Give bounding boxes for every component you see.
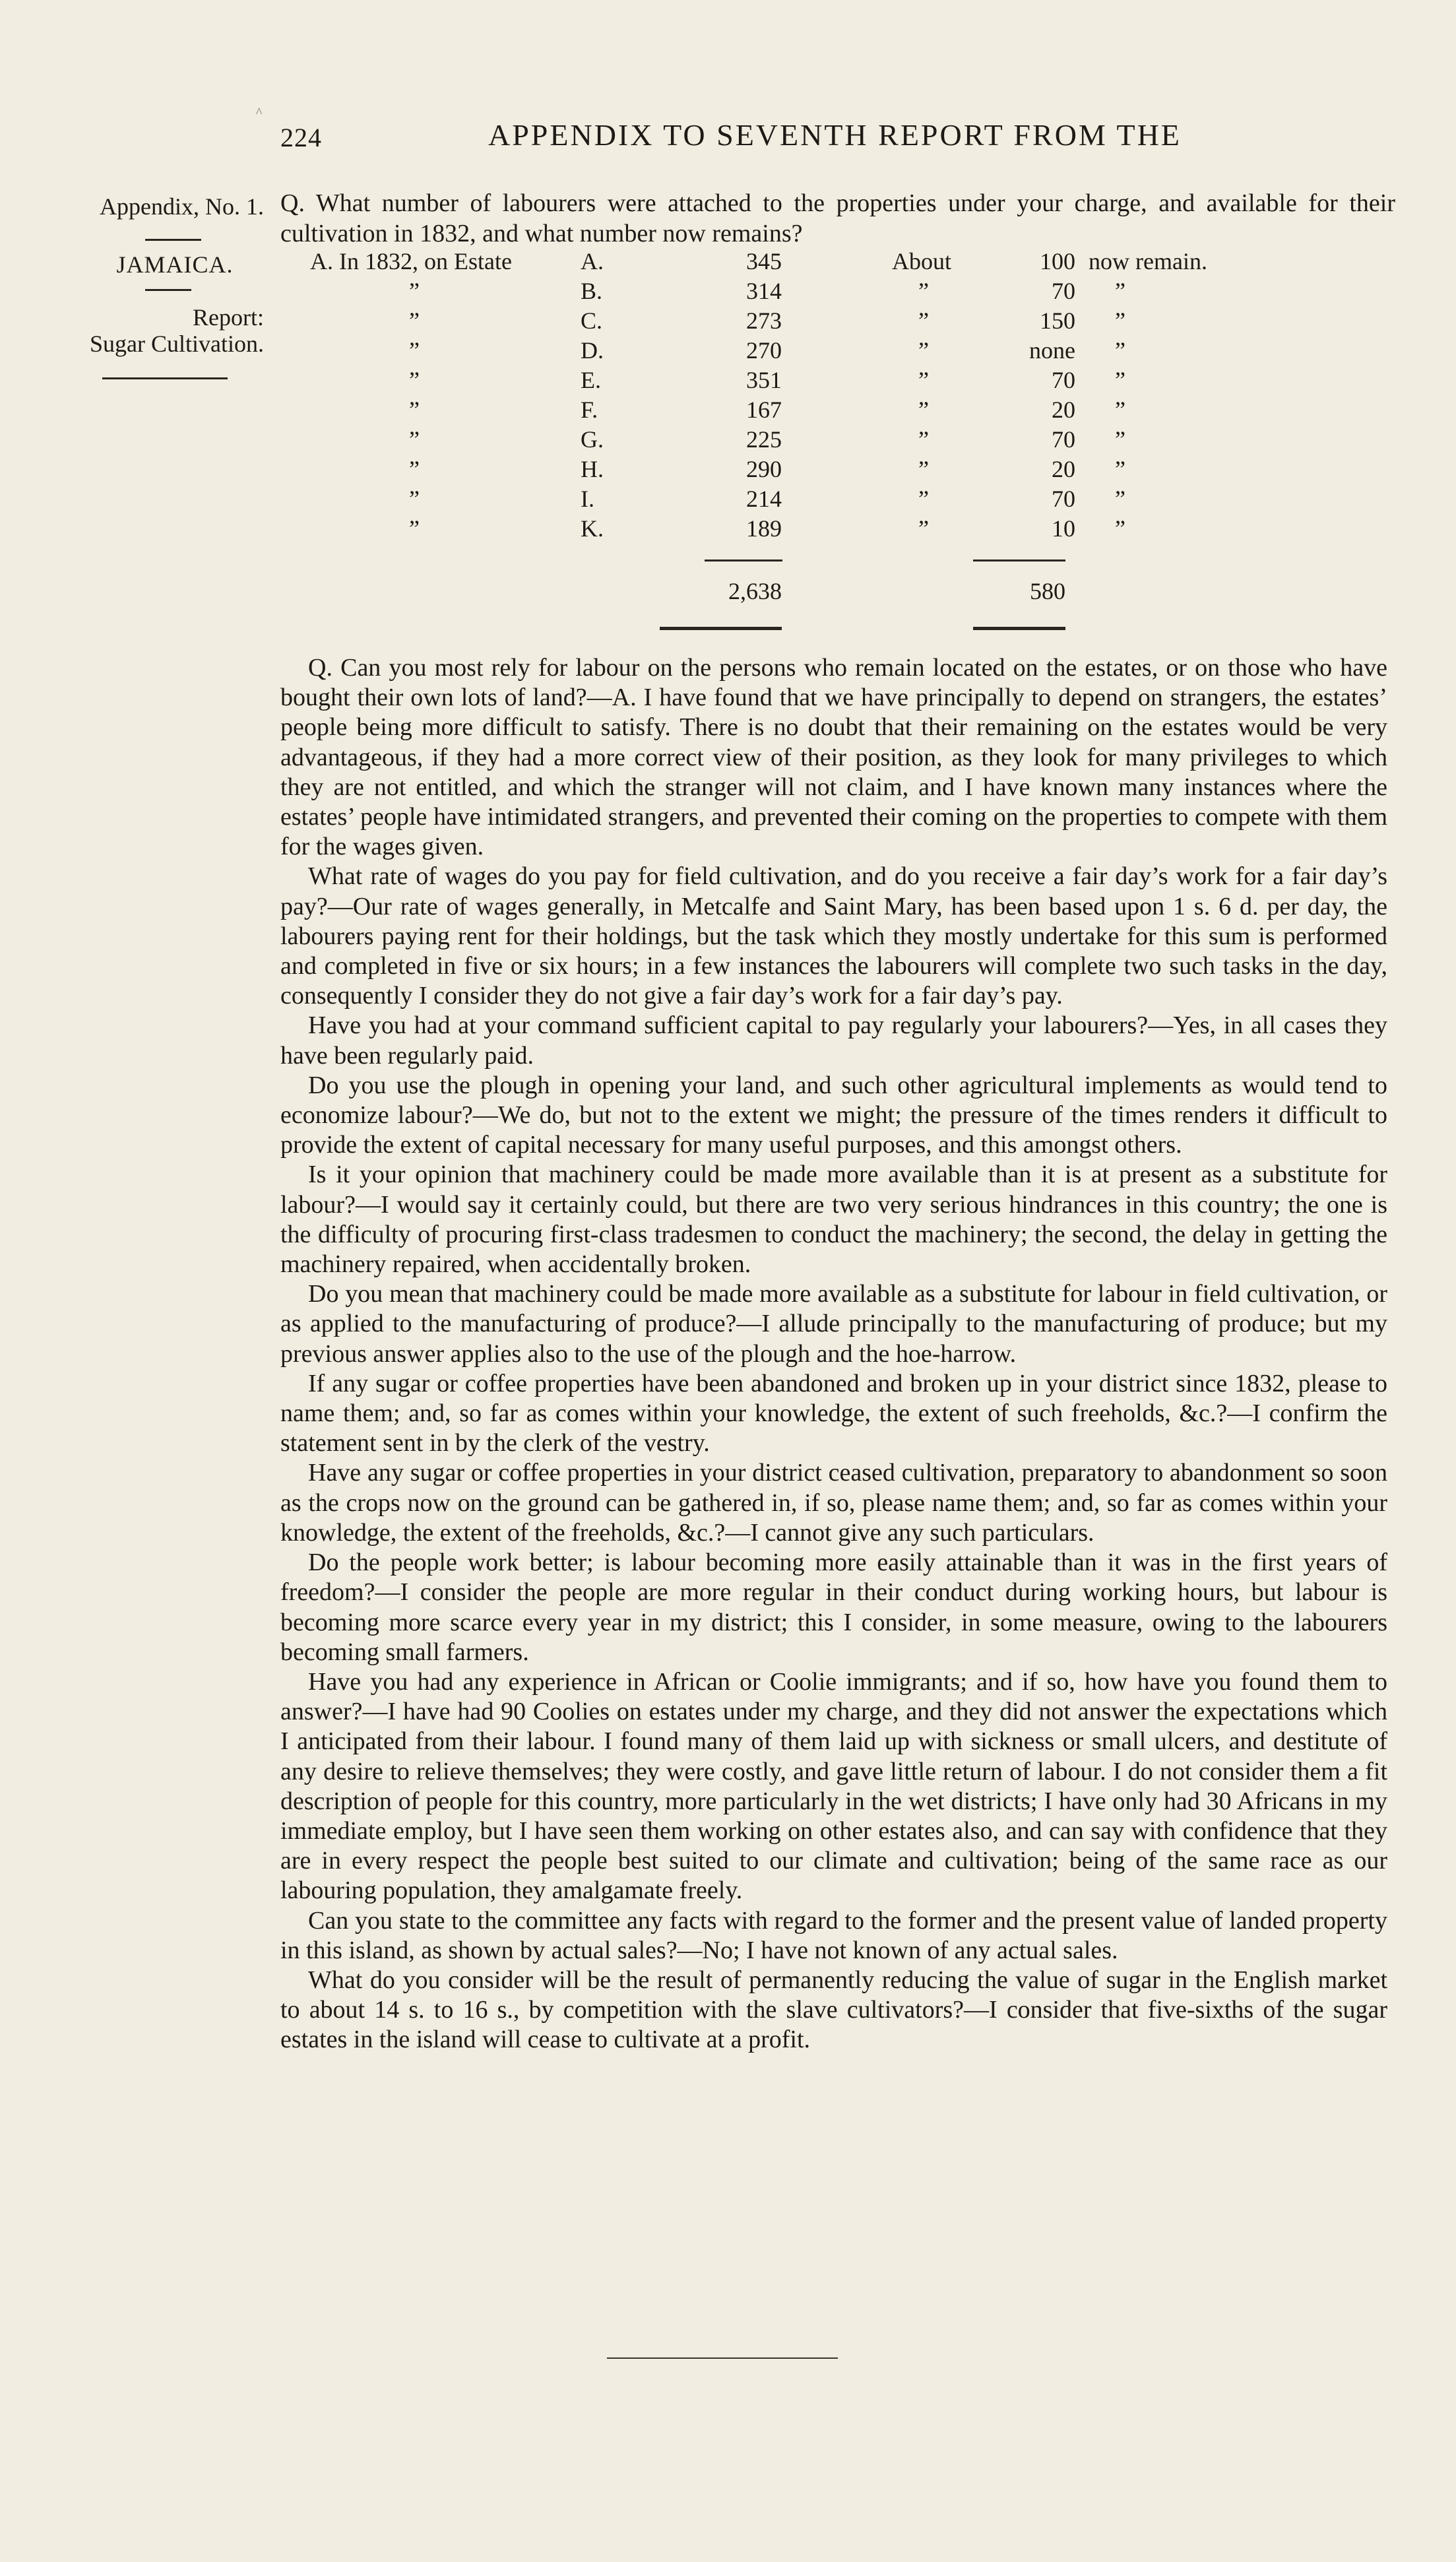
row-estate: E. <box>581 367 601 393</box>
row-lead: ” <box>409 278 420 304</box>
row-now: now remain. <box>1089 248 1207 274</box>
row-about: ” <box>918 307 929 334</box>
row-now: ” <box>1115 456 1125 482</box>
margin-colony: JAMAICA. <box>116 251 234 278</box>
row-labourers: 314 <box>746 278 782 304</box>
row-lead: ” <box>409 456 420 482</box>
row-estate: F. <box>581 397 598 423</box>
row-now: ” <box>1115 337 1125 364</box>
row-labourers: 273 <box>746 307 782 334</box>
row-labourers: 214 <box>746 486 782 512</box>
row-now: ” <box>1115 278 1125 304</box>
paragraph: Can you state to the committee any facts with regard to the former and the present value of landed property in this island, as shown by actual sales?—No; I have not known of any actual sales. <box>280 1906 1387 1964</box>
row-lead: ” <box>409 397 420 423</box>
row-estate: K. <box>581 515 604 542</box>
row-lead: ” <box>409 515 420 542</box>
table-row <box>0 366 1456 398</box>
paragraph: Do you use the plough in opening your land, and such other agricultural implements as would tend to economize labour?—We do, but not to the extent we might; the pressure of the times renders it difficult to provide the extent of capital necessary for many useful purposes, and this amongst others. <box>280 1071 1387 1159</box>
running-title: APPENDIX TO SEVENTH REPORT FROM THE <box>488 118 1182 152</box>
row-remaining: 70 <box>1052 278 1075 304</box>
row-lead: ” <box>409 337 420 364</box>
row-lead: A. In 1832, on Estate <box>310 248 512 274</box>
table-row <box>0 396 1456 428</box>
row-labourers: 351 <box>746 367 782 393</box>
row-about: ” <box>918 397 929 423</box>
total-labourers: 2,638 <box>728 578 782 604</box>
paragraph: If any sugar or coffee properties have been abandoned and broken up in your district since 1832, please to name them; and, so far as comes within your knowledge, the extent of such freeholds, &c.?—I confirm the statement sent in by the clerk of the vestry. <box>280 1369 1387 1457</box>
row-lead: ” <box>409 426 420 453</box>
page-number: 224 <box>280 123 322 152</box>
table-row <box>0 485 1456 517</box>
row-estate: A. <box>581 248 604 274</box>
margin-appendix: Appendix, No. 1. <box>100 193 264 220</box>
total-rule-labourers <box>660 627 782 630</box>
margin-subject: Sugar Cultivation. <box>90 331 264 357</box>
paragraph: Have you had at your command sufficient capital to pay regularly your labourers?—Yes, in all cases they have been regularly paid. <box>280 1011 1387 1070</box>
paragraph: Is it your opinion that machinery could be made more available than it is at present as a substitute for labour?—I would say it certainly could, but there are two very serious hindrances in this country; the one is the difficulty of procuring first-class tradesmen to conduct the machinery; the second, the delay in getting the machinery repaired, when accidentally broken. <box>280 1161 1387 1279</box>
row-now: ” <box>1115 426 1125 453</box>
total-rule-remaining <box>973 627 1065 630</box>
row-remaining: 70 <box>1052 367 1075 393</box>
row-labourers: 270 <box>746 337 782 364</box>
table-row <box>0 247 1456 279</box>
paragraph: Have you had any experience in African or Coolie immigrants; and if so, how have you found them to answer?—I have had 90 Coolies on estates under my charge, and they did not answer the expectations which I anticipated from their labour. I found many of them laid up with sickness or small ulcers, and destitute of any desire to relieve themselves; they were costly, and gave little return of labour. I do not consider them a fit description of people for this country, more particularly in the wet districts; I have only had 30 Africans in my immediate employ, but I have seen them working on other estates also, and can say with confidence that they are in every respect the people best suited to our climate and cultivation; being of the same race as our labouring population, they amalgamate freely. <box>280 1667 1387 1905</box>
row-estate: I. <box>581 486 594 512</box>
table-row <box>0 426 1456 457</box>
row-estate: D. <box>581 337 604 364</box>
paragraph: Do the people work better; is labour becoming more easily attainable than it was in the first years of freedom?—I consider the people are more regular in their conduct during working hours, but labour is becoming more scarce every year in my district; this I consider, in some measure, owing to the labourers becoming small farmers. <box>280 1549 1387 1666</box>
row-labourers: 225 <box>746 426 782 453</box>
paragraph: What rate of wages do you pay for field cultivation, and do you receive a fair day’s work for a fair day’s pay?—Our rate of wages generally, in Metcalfe and Saint Mary, has been based upon 1 s. 6 d. per day, the labourers paying rent for their holdings, but the task which they mostly undertake for this sum is performed and completed in five or six hours; in a few instances the labourers will complete two such tasks in the day, consequently I consider they do not give a fair day’s work for a fair day’s pay. <box>280 862 1387 1010</box>
row-lead: ” <box>409 307 420 334</box>
table-row <box>0 336 1456 368</box>
evidence-body <box>280 653 1387 2055</box>
row-estate: B. <box>581 278 603 304</box>
table-row <box>0 515 1456 546</box>
paragraph: Do you mean that machinery could be made more available as a substitute for labour in field cultivation, or as applied to the manufacturing of produce?—I allude principally to the manufacturing of produce; but my previous answer applies also to the use of the plough and the hoe-harrow. <box>280 1280 1387 1368</box>
row-lead: ” <box>409 486 420 512</box>
paragraph: What do you consider will be the result of permanently reducing the value of sugar in the English market to about 14 s. to 16 s., by competition with the slave cultivators?—I consider that five-sixths of the sugar estates in the island will cease to cultivate at a profit. <box>280 1966 1387 2054</box>
row-remaining: 70 <box>1052 486 1075 512</box>
row-labourers: 167 <box>746 397 782 423</box>
row-labourers: 290 <box>746 456 782 482</box>
end-rule <box>607 2357 838 2359</box>
row-now: ” <box>1115 486 1125 512</box>
row-now: ” <box>1115 307 1125 334</box>
margin-report: Report: <box>193 304 264 331</box>
row-about: ” <box>918 456 929 482</box>
row-now: ” <box>1115 367 1125 393</box>
row-about: ” <box>918 367 929 393</box>
table-row <box>0 455 1456 487</box>
row-about: ” <box>918 426 929 453</box>
row-remaining: 20 <box>1052 456 1075 482</box>
row-estate: G. <box>581 426 604 453</box>
total-remaining: 580 <box>1030 578 1065 604</box>
row-remaining: 70 <box>1052 426 1075 453</box>
row-labourers: 345 <box>746 248 782 274</box>
row-remaining: none <box>1029 337 1075 364</box>
row-about: ” <box>918 486 929 512</box>
row-remaining: 150 <box>1040 307 1075 334</box>
row-remaining: 20 <box>1052 397 1075 423</box>
row-about: ” <box>918 278 929 304</box>
margin-rule-1 <box>145 239 201 241</box>
row-about: About <box>892 248 951 274</box>
row-remaining: 10 <box>1052 515 1075 542</box>
row-now: ” <box>1115 397 1125 423</box>
row-labourers: 189 <box>746 515 782 542</box>
row-estate: H. <box>581 456 604 482</box>
row-remaining: 100 <box>1040 248 1075 274</box>
paragraph: Q. Can you most rely for labour on the persons who remain located on the estates, or on those who have bought their own lots of land?—A. I have found that we have principally to depend on strangers, the estates’ people being more difficult to satisfy. There is no doubt that their remaining on the estates would be very advantageous, if they had a more correct view of their position, as they look for many privileges to which they are not entitled, and which the stranger will not claim, and I have known many instances where the estates’ people have intimidated strangers, and prevented their coming on the properties to compete with them for the wages given. <box>280 654 1387 861</box>
paragraph: Have any sugar or coffee properties in your district ceased cultivation, preparatory to abandonment so soon as the crops now on the ground can be gathered in, if so, please name them; and, so far as comes within your knowledge, the extent of the freeholds, &c.?—I cannot give any such particulars. <box>280 1459 1387 1547</box>
stray-mark: ^ <box>256 106 263 120</box>
row-about: ” <box>918 337 929 364</box>
row-lead: ” <box>409 367 420 393</box>
row-about: ” <box>918 515 929 542</box>
table-row <box>0 307 1456 338</box>
row-estate: C. <box>581 307 603 334</box>
question-labourers: Q. What number of labourers were attached to the properties under your charge, and available for their cultivation in 1832, and what number now remains? <box>280 189 1395 247</box>
subtotal-rule-remaining <box>973 560 1065 561</box>
row-now: ” <box>1115 515 1125 542</box>
table-row <box>0 277 1456 309</box>
subtotal-rule-labourers <box>705 560 782 561</box>
